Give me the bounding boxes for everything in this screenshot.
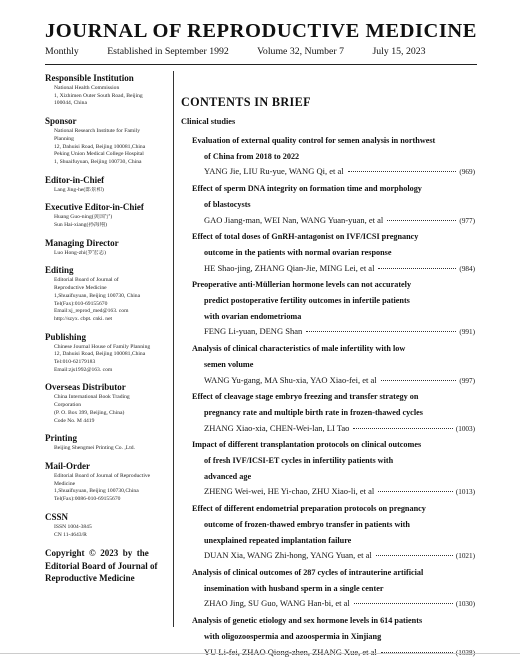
contents-entry[interactable] xyxy=(192,437,479,501)
entry-title-line: Preoperative anti-Müllerian hormone levels can not accurately xyxy=(192,280,412,290)
entry-title xyxy=(192,277,479,324)
entry-authors: HE Shao-jing, ZHANG Qian-Jie, MING Lei, et al xyxy=(204,262,375,273)
leader-dots xyxy=(378,268,456,269)
entry-title-line: Effect of sperm DNA integrity on formation time and morphology xyxy=(192,184,422,194)
section-lines xyxy=(45,250,170,258)
copyright-line: Editorial Board of Journal of xyxy=(45,560,158,571)
column-divider xyxy=(173,71,174,627)
section-lines xyxy=(45,214,170,229)
line: Email:zjs1992@163. com xyxy=(54,366,113,373)
section-title: Managing Director xyxy=(45,237,119,248)
entry-title-line: of blastocysts xyxy=(204,199,251,209)
line: Reproductive Medicine xyxy=(54,285,107,292)
header-rule xyxy=(45,64,477,65)
line: (P. O. Box 399, Beijing, China) xyxy=(54,409,125,416)
line: 100044, China xyxy=(54,100,87,107)
section-lines xyxy=(45,187,170,195)
entry-title-line: outcome of frozen-thawed embryo transfer in patients with xyxy=(204,519,410,529)
line: 12, Dahuisi Road, Beijing 100081,China xyxy=(54,351,146,358)
section-lines xyxy=(45,277,170,323)
entry-title-line: Analysis of clinical outcomes of 287 cycles of intrauterine artificial xyxy=(192,567,424,577)
executive-editor xyxy=(45,202,170,229)
entry-authors: ZHENG Wei-wei, HE Yi-chao, ZHU Xiao-li, et al xyxy=(204,486,375,497)
section-title: Executive Editor-in-Chief xyxy=(45,202,144,213)
contents-list xyxy=(181,117,479,661)
entry-title xyxy=(192,133,479,164)
line: 1, Xizhimen Outer South Road, Beijing xyxy=(54,92,143,99)
section-title: Sponsor xyxy=(45,116,77,127)
page-number: (1021) xyxy=(455,552,475,561)
section-title: Publishing xyxy=(45,331,87,342)
line: 12, Dahuisi Road, Beijing 100081,China xyxy=(54,143,146,150)
entry-authors-line xyxy=(192,548,479,565)
entry-title-line: of fresh IVF/ICSI-ET cycles in infertility patients with xyxy=(204,456,394,466)
entry-authors: DUAN Xia, WANG Zhi-hong, YANG Yuan, et al xyxy=(204,550,372,561)
contents-title: CONTENTS IN BRIEF xyxy=(181,95,311,109)
contents-entry[interactable] xyxy=(192,389,479,437)
line: China International Book Trading xyxy=(54,394,130,401)
leader-dots xyxy=(381,380,457,381)
entry-authors-line xyxy=(192,484,479,501)
leader-dots xyxy=(376,555,453,556)
issue-date: July 15, 2023 xyxy=(372,46,426,57)
line: Editorial Board of Journal of xyxy=(54,277,119,284)
contents-entry[interactable] xyxy=(192,565,479,613)
page-number: (977) xyxy=(459,216,475,225)
mail-order xyxy=(45,461,170,504)
entry-authors-line xyxy=(192,213,479,230)
contents-entry[interactable] xyxy=(192,133,479,181)
section-title: Mail-Order xyxy=(45,460,90,471)
contents-entry[interactable] xyxy=(192,501,479,565)
leader-dots xyxy=(378,491,453,492)
responsible-institution xyxy=(45,73,170,108)
entry-title-line: pregnancy rate and multiple birth rate in frozen-thawed cycles xyxy=(204,407,423,417)
entry-title xyxy=(192,565,479,596)
publishing xyxy=(45,332,170,375)
page-number: (984) xyxy=(459,264,475,273)
page-number: (1013) xyxy=(455,488,475,497)
entry-authors: WANG Yu-gang, MA Shu-xia, YAO Xiao-fei, et al xyxy=(204,374,377,385)
contents-entry[interactable] xyxy=(192,181,479,229)
line: 1, Shuaifuyuan, Beijing 100730, China xyxy=(54,158,142,165)
leader-dots xyxy=(354,603,453,604)
entries-container xyxy=(192,133,479,661)
section-title: Editor-in-Chief xyxy=(45,174,105,185)
page-header xyxy=(0,0,520,70)
entry-title-line: with ovarian endometrioma xyxy=(204,311,302,321)
page-number: (1030) xyxy=(455,600,475,609)
line: 1,Shuaifuyuan, Beijing 100730,China xyxy=(54,488,139,495)
entry-title-line: Analysis of clinical characteristics of male infertility with low xyxy=(192,344,406,354)
section-lines xyxy=(45,85,170,108)
sponsor xyxy=(45,116,170,167)
entry-title xyxy=(192,501,479,548)
line: Tel(Fax):010-69155670 xyxy=(54,300,108,307)
line: CN 11-4643/R xyxy=(54,531,87,538)
section-lines xyxy=(45,394,170,425)
entry-title-line: Effect of different endometrial preparation protocols on pregnancy xyxy=(192,504,426,514)
entry-title-line: outcome in the patients with normal ovarian response xyxy=(204,247,392,257)
section-lines xyxy=(45,128,170,167)
leader-dots xyxy=(387,220,456,221)
page-number: (1003) xyxy=(455,424,475,433)
entry-authors: YU Li-fei, ZHAO Qiong-zhen, ZHANG Xue, et al xyxy=(204,646,377,657)
entry-title-line: predict postoperative fertility outcomes in infertile patients xyxy=(204,296,410,306)
line: ISSN 1004-3845 xyxy=(54,523,92,530)
line: Planning xyxy=(54,135,74,142)
page-bottom-rule xyxy=(0,653,520,654)
issue-meta xyxy=(45,46,426,57)
line: Corporation xyxy=(54,402,82,409)
entry-authors: ZHANG Xiao-xia, CHEN-Wei-lan, LI Tao xyxy=(204,422,350,433)
line: 1,Shuaifuyuan, Beijing 100730, China xyxy=(54,292,141,299)
entry-authors: GAO Jiang-man, WEI Nan, WANG Yuan-yuan, et al xyxy=(204,214,384,225)
page-number: (969) xyxy=(459,168,475,177)
printing xyxy=(45,433,170,453)
contents-entry[interactable] xyxy=(192,229,479,277)
entry-title xyxy=(192,181,479,212)
entry-authors-line xyxy=(192,421,479,438)
line: Huang Guo-ning(黄国宁) xyxy=(54,214,113,221)
line: Peking Union Medical College Hospital xyxy=(54,151,144,158)
line: Luo Hong-zhi(罗宏志) xyxy=(54,249,107,256)
contents-entry[interactable] xyxy=(192,341,479,389)
section-lines xyxy=(45,344,170,375)
entry-title xyxy=(192,437,479,484)
entry-title-line: Effect of cleavage stage embryo freezing and transfer strategy on xyxy=(192,392,419,402)
line: National Health Commission xyxy=(54,85,120,91)
entry-title-line: Evaluation of external quality control for semen analysis in northwest xyxy=(192,136,436,145)
masthead-sidebar xyxy=(45,73,170,585)
line: Tel:010-62179183 xyxy=(54,359,96,366)
section-title: Overseas Distributor xyxy=(45,382,126,393)
line: Chinese Journal House of Family Planning xyxy=(54,343,151,350)
editing xyxy=(45,265,170,323)
copyright-line: Copyright © 2023 by the xyxy=(45,548,149,559)
contents-entry[interactable] xyxy=(192,277,479,341)
section-title: CSSN xyxy=(45,511,69,522)
line: http://szyx. cbpt. cnki. net xyxy=(54,315,113,322)
journal-title: JOURNAL OF REPRODUCTIVE MEDICINE xyxy=(45,20,477,42)
frequency: Monthly xyxy=(45,46,79,57)
leader-dots xyxy=(353,428,452,429)
section-title: Printing xyxy=(45,433,78,444)
entry-authors-line xyxy=(192,324,479,341)
leader-dots xyxy=(306,331,456,332)
overseas-distributor xyxy=(45,382,170,425)
volume-number: Volume 32, Number 7 xyxy=(257,46,345,57)
copyright xyxy=(45,547,170,585)
editor-in-chief xyxy=(45,175,170,195)
entry-title xyxy=(192,389,479,420)
entry-authors-line xyxy=(192,373,479,390)
line: Tel(Fax):0086-010-69155670 xyxy=(54,496,121,503)
section-lines xyxy=(45,524,170,539)
line: Beijing Shengmei Printing Co. ,Ltd. xyxy=(54,445,135,452)
entry-title xyxy=(192,229,479,260)
page-number: (991) xyxy=(459,328,475,337)
entry-title-line: insemination with husband sperm in a single center xyxy=(204,583,384,593)
line: Code No. M 4419 xyxy=(54,417,95,424)
entry-authors-line xyxy=(192,596,479,613)
entry-authors: FENG Li-yuan, DENG Shan xyxy=(204,326,303,337)
entry-title-line: with oligozoospermia and azoospermia in Xinjiang xyxy=(204,631,382,641)
entry-authors-line xyxy=(192,164,479,181)
entry-title-line: Analysis of genetic etiology and sex hormone levels in 614 patients xyxy=(192,616,423,626)
entry-authors: YANG Jie, LIU Ru-yue, WANG Qi, et al xyxy=(204,166,344,177)
line: Lang Jing-he(郎景和) xyxy=(54,186,104,193)
line: Editorial Board of Journal of Reproductive xyxy=(54,472,151,479)
line: Email:sj_reprod_med@163. com xyxy=(54,308,129,315)
managing-director xyxy=(45,238,170,258)
section-lines xyxy=(45,445,170,453)
page-number: (997) xyxy=(459,376,475,385)
established-date: Established in September 1992 xyxy=(107,46,229,57)
section-label: Clinical studies xyxy=(181,117,236,126)
line: National Research Institute for Family xyxy=(54,128,141,135)
entry-title-line: Impact of different transplantation protocols on clinical outcomes xyxy=(192,440,422,450)
entry-title-line: unexplained repeated implantation failure xyxy=(204,535,352,545)
entry-title-line: advanced age xyxy=(204,471,252,481)
page-number: (1038) xyxy=(455,648,475,657)
cssn xyxy=(45,512,170,539)
line: Sun Hai-xiang(孙海翔) xyxy=(54,222,107,229)
section-title: Responsible Institution xyxy=(45,73,134,83)
entry-title xyxy=(192,341,479,372)
entry-authors: ZHAO Jing, SU Guo, WANG Han-bi, et al xyxy=(204,598,350,609)
section-lines xyxy=(45,473,170,504)
entry-title xyxy=(192,613,479,644)
line: Medicine xyxy=(54,480,76,487)
section-title: Editing xyxy=(45,265,74,276)
entry-title-line: of China from 2018 to 2022 xyxy=(204,151,300,161)
leader-dots xyxy=(348,171,457,172)
entry-title-line: semen volume xyxy=(204,359,254,369)
copyright-line: Reproductive Medicine xyxy=(45,573,135,584)
entry-authors-line xyxy=(192,261,479,278)
entry-title-line: Effect of total doses of GnRH-antagonist on IVF/ICSI pregnancy xyxy=(192,232,419,242)
